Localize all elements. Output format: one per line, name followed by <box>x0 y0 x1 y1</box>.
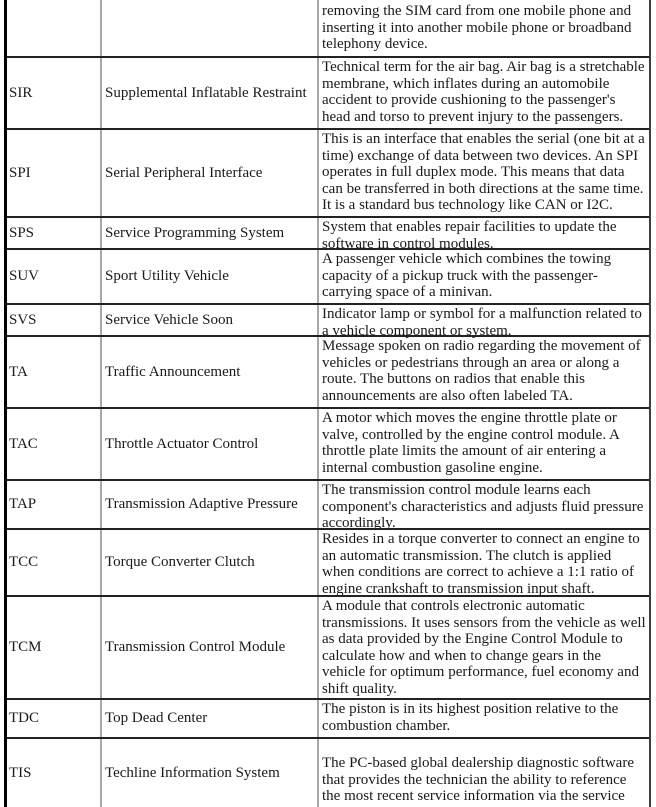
description-cell: Resides in a torque converter to connect an engine to an automatic transmission. The clutch is applied when conditions are correct to achieve a 1:1 ratio of engine crankshaft to transmission input shaft. <box>317 530 649 595</box>
table-row <box>7 0 649 56</box>
term-cell: Service Programming System <box>100 218 317 248</box>
acronym-cell <box>7 0 100 56</box>
description-cell: A module that controls electronic automatic transmissions. It uses sensors from the vehicle as well as data provided by the Engine Control Module to calculate how and when to change gears in the vehicle for optimum performance, fuel economy and shift quality. <box>317 597 649 698</box>
acronym-cell: TCM <box>9 639 42 656</box>
table-row <box>7 479 649 531</box>
description-cell: The piston is in its highest position relative to the combustion chamber. <box>317 700 649 737</box>
table-row <box>7 248 649 303</box>
acronym-cell: SPI <box>9 164 31 181</box>
table-row <box>7 303 649 339</box>
table-row <box>7 56 649 128</box>
table-row <box>7 216 649 252</box>
term-cell: Techline Information System <box>100 739 317 807</box>
term-cell: Traffic Announcement <box>100 337 317 407</box>
acronym-cell: TA <box>9 363 28 380</box>
term-cell: Transmission Adaptive Pressure <box>100 481 317 528</box>
term-cell: Transmission Control Module <box>100 597 317 698</box>
description-cell: Indicator lamp or symbol for a malfunction related to a vehicle component or system. <box>317 305 649 335</box>
table-row <box>7 737 649 807</box>
term-cell: Serial Peripheral Interface <box>100 130 317 216</box>
description-cell: Message spoken on radio regarding the movement of vehicles or pedestrians through an area or along a route. The buttons on radios that enable this announcements are also often labeled TA. <box>317 337 649 407</box>
acronym-cell: SVS <box>9 311 37 328</box>
table-row <box>7 698 649 737</box>
term-cell: Service Vehicle Soon <box>100 305 317 335</box>
acronym-cell: SIR <box>9 84 33 101</box>
description-cell: Technical term for the air bag. Air bag is a stretchable membrane, which inflates during an automobile accident to provide cushioning to the passenger's head and torso to prevent injury to the passengers. <box>317 58 649 128</box>
acronym-cell: SPS <box>9 224 35 241</box>
acronym-cell: TIS <box>9 764 32 781</box>
table-row <box>7 407 649 479</box>
table-row <box>7 595 649 698</box>
glossary-table <box>4 0 651 807</box>
table-row <box>7 335 649 407</box>
table-row <box>7 128 649 216</box>
description-cell: A passenger vehicle which combines the towing capacity of a pickup truck with the passenger-carrying space of a minivan. <box>317 250 649 303</box>
acronym-cell: TDC <box>9 710 39 727</box>
term-cell <box>100 0 317 56</box>
term-cell: Throttle Actuator Control <box>100 409 317 479</box>
description-cell: removing the SIM card from one mobile phone and inserting it into another mobile phone or broadband telephony device. <box>317 0 649 56</box>
description-cell: The PC-based global dealership diagnostic software that provides the technician the ability to reference the most recent service information via the service <box>317 739 649 807</box>
description-cell: This is an interface that enables the serial (one bit at a time) exchange of data between two devices. An SPI operates in full duplex mode. This means that data can be transferred in both directions at the same time. It is a standard bus technology like CAN or I2C. <box>317 130 649 216</box>
term-cell: Sport Utility Vehicle <box>100 250 317 303</box>
acronym-cell: TAC <box>9 435 38 452</box>
acronym-cell: SUV <box>9 268 40 285</box>
term-cell: Top Dead Center <box>100 700 317 737</box>
acronym-cell: TAP <box>9 496 37 513</box>
term-cell: Supplemental Inflatable Restraint <box>100 58 317 128</box>
term-cell: Torque Converter Clutch <box>100 530 317 595</box>
acronym-cell: TCC <box>9 554 39 571</box>
description-cell: The transmission control module learns each component's characteristics and adjusts fluid pressure accordingly. <box>317 481 649 528</box>
description-cell: A motor which moves the engine throttle plate or valve, controlled by the engine control module. A throttle plate limits the amount of air entering a internal combustion gasoline engine. <box>317 409 649 479</box>
table-row <box>7 528 649 595</box>
description-cell: System that enables repair facilities to update the software in control modules. <box>317 218 649 248</box>
